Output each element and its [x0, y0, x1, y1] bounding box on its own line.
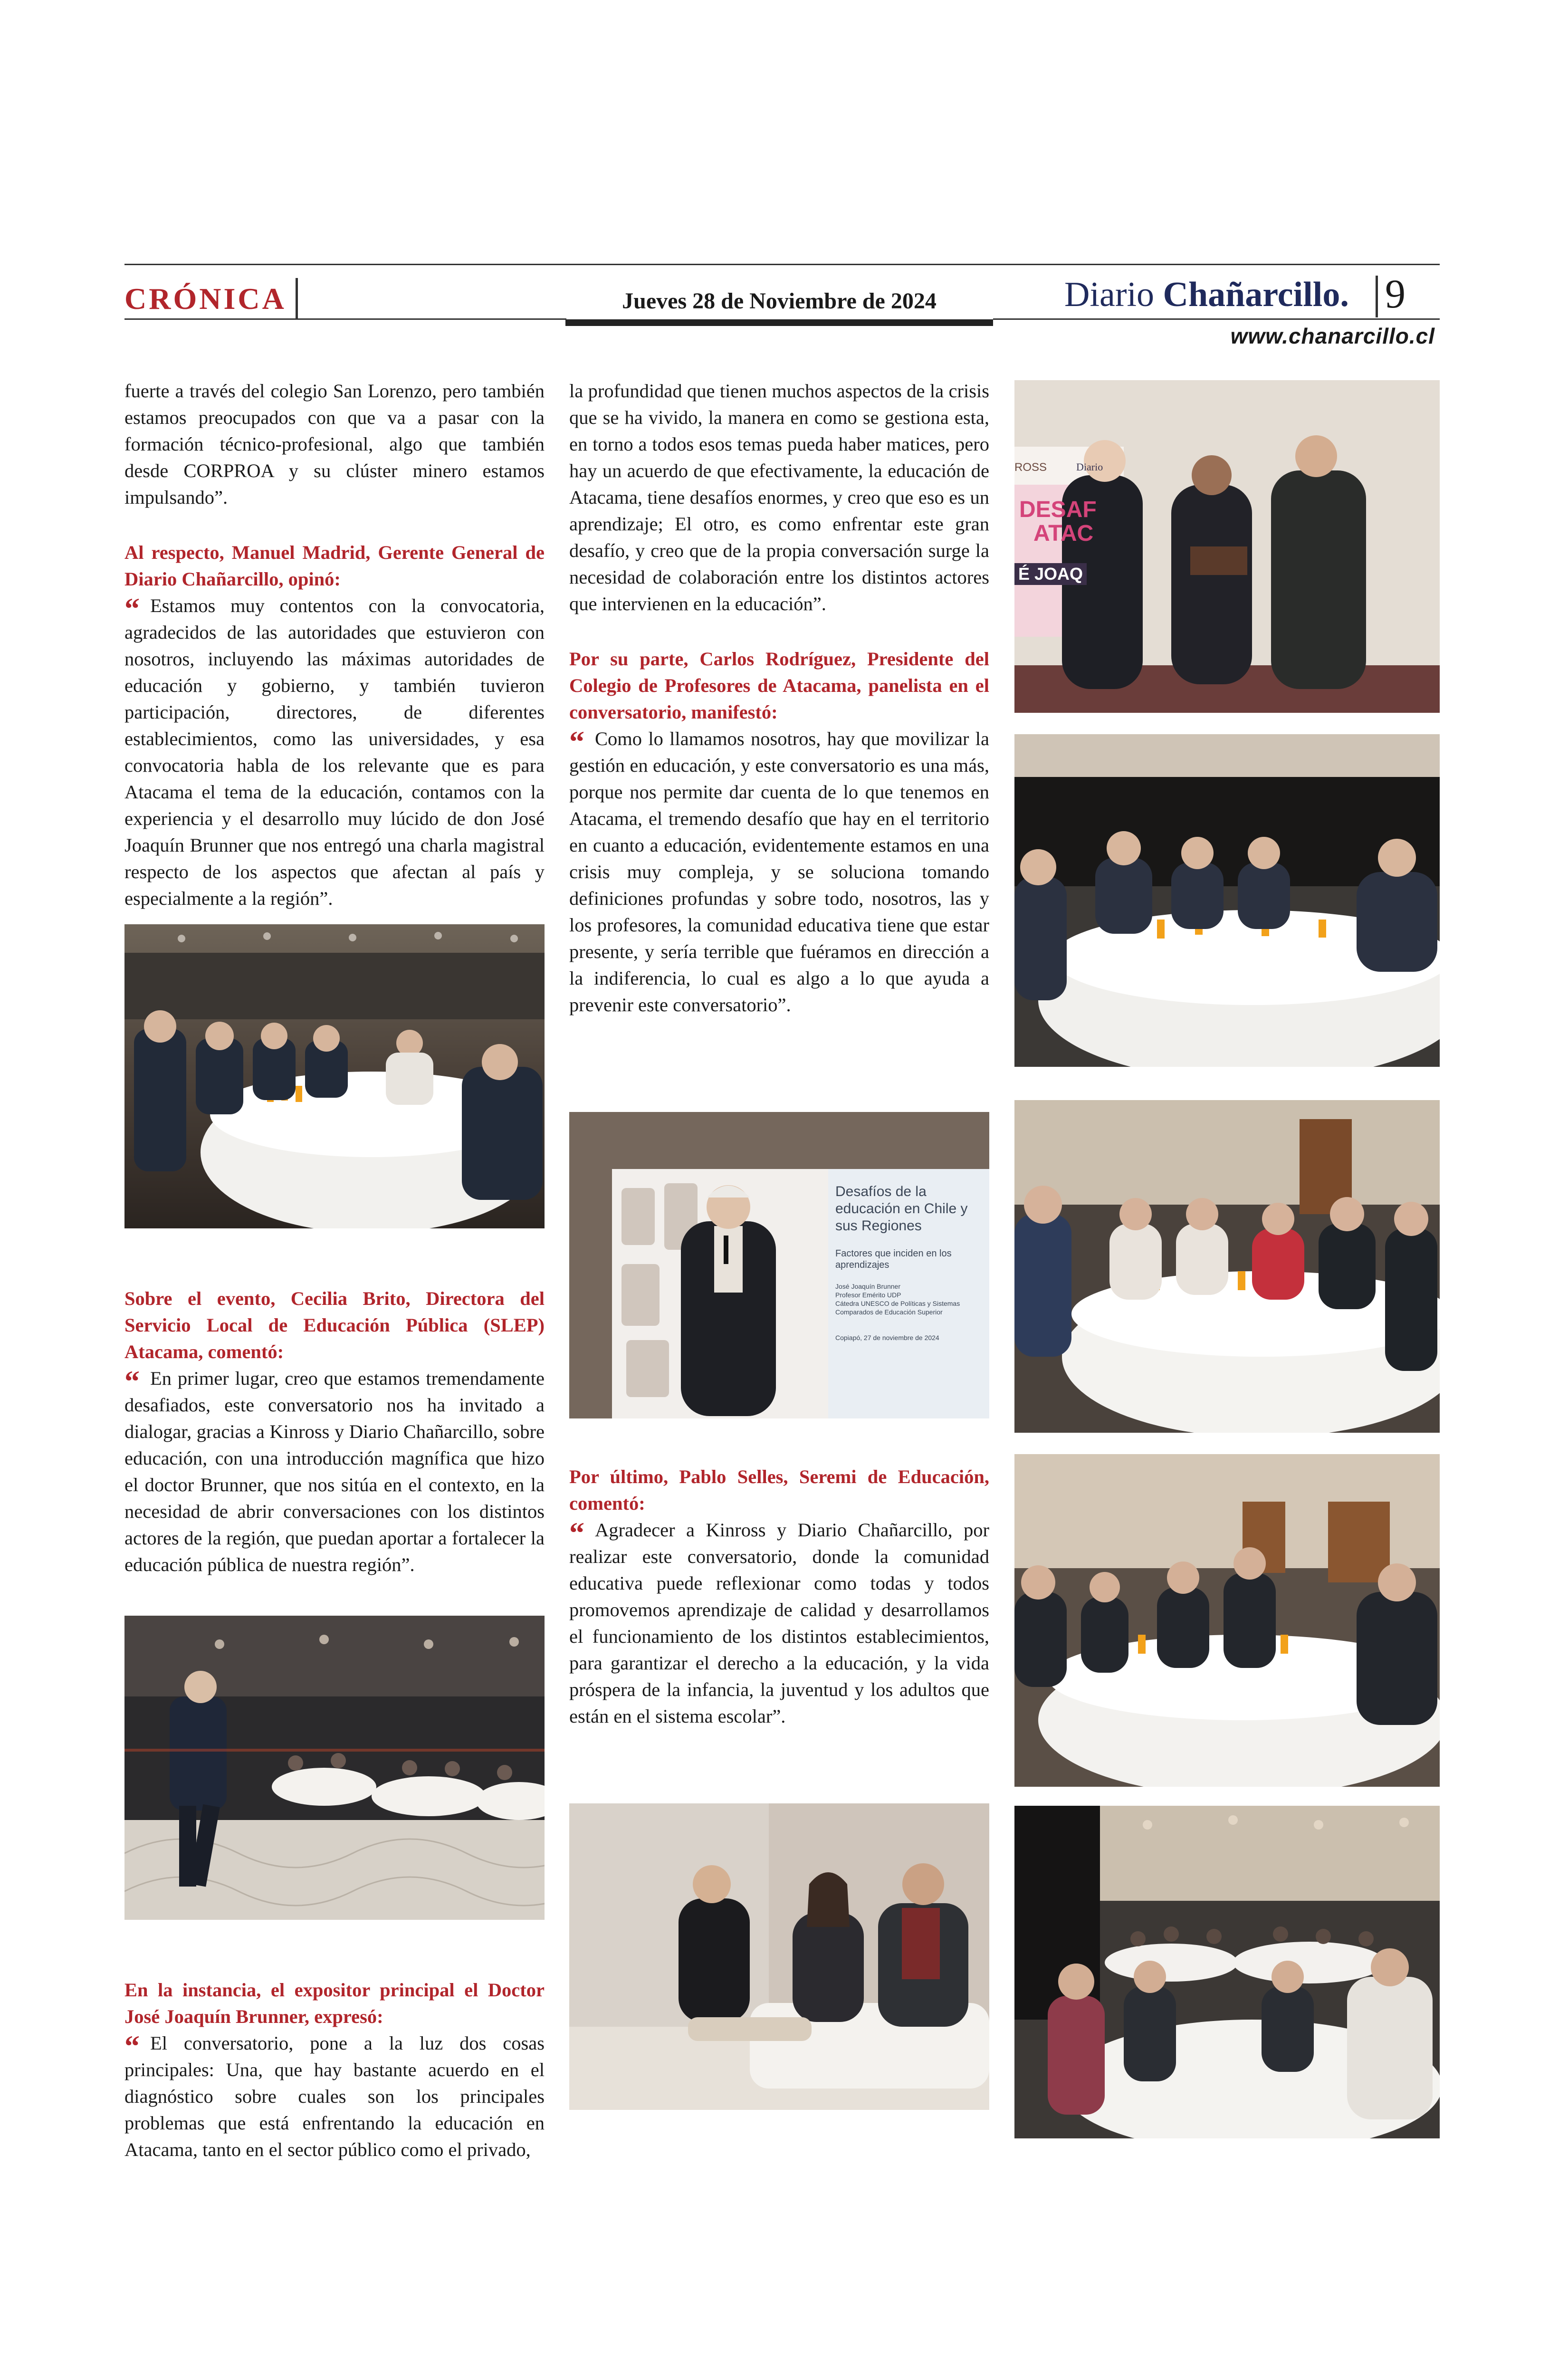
slide-author-affiliation: Cátedra UNESCO de Políticas y Sistemas Comparados de Educación Superior: [835, 1300, 960, 1316]
subhead: Sobre el evento, Cecilia Brito, Directora del Servicio Local de Educación Pública (SLEP) Atacama, comentó:: [124, 1288, 545, 1362]
issue-date: Jueves 28 de Noviembre de 2024: [622, 288, 937, 314]
quote-paragraph: “ En primer lugar, creo que estamos tremendamente desafiados, este conversatorio nos ha invitado a dialogar, gracias a Kinross y Diario Chañarcillo, sobre educación, con una introducción magnífica que hizo el doctor Brunner, que nos sitúa en el contexto, en la necesidad de abrir conversaciones con los distintos actores de la región, que puedan aportar a fortalecer la educación pública de nuestra región”.: [124, 1364, 545, 1575]
quote-paragraph: “ Agradecer a Kinross y Diario Chañarcillo, por realizar este conversatorio, donde la comunidad educativa puede reflexionar como todas y todos promovemos aprendizaje de calidad y desarrollamos el funcionamiento de los distintos establecimientos, para garantizar el derecho a la educación, y la vida próspera de la infancia, la juventud y los adultos que están en el sistema escolar”.: [569, 1516, 989, 1727]
quote-mark-icon: “: [569, 725, 584, 758]
header-top-rule: [124, 264, 1440, 265]
paragraph: la profundidad que tienen muchos aspectos de la crisis que se ha vivido, la manera en como se gestiona esta, en torno a todos esos temas pueda haber matices, pero hay un acuerdo de que efectivamente, la educación de Atacama, tiene desafíos enormes, y creo que eso es un aprendizaje; El otro, es como enfrentar este gran desafío, y creo que de la propia conversación surge la necesidad de colaboración entre los distintos actores que intervienen en la educación”.: [569, 380, 989, 614]
column-2-top: [569, 378, 989, 1018]
slide-author-role: Profesor Emérito UDP: [835, 1291, 901, 1299]
photo-greeting-banner: [1014, 380, 1440, 713]
banner-title-1: DESAF: [1019, 497, 1097, 522]
quote-paragraph: “ El conversatorio, pone a la luz dos cosas principales: Una, que hay bastante acuerdo en el diagnóstico sobre cuales son los principales problemas que está enfrentando la educación en Atacama, tanto en el sector público como el privado,: [124, 2029, 545, 2160]
slide-place-date: Copiapó, 27 de noviembre de 2024: [835, 1334, 939, 1341]
photo-table-women: [1014, 1100, 1440, 1433]
masthead: [1064, 275, 1349, 315]
column-2-middle: [569, 1464, 989, 1730]
column-1-bottom: [124, 1977, 545, 2163]
banner-title-2: ATAC: [1033, 521, 1094, 546]
slide-subtitle: Factores que inciden en los aprendizajes: [835, 1248, 952, 1270]
section-divider: [296, 278, 298, 319]
masthead-prefix: Diario: [1064, 275, 1155, 314]
photo-speaker-walking: [124, 1616, 545, 1920]
section-title: CRÓNICA: [124, 282, 287, 316]
quote-mark-icon: “: [569, 1516, 584, 1550]
site-url[interactable]: www.chanarcillo.cl: [1230, 324, 1435, 348]
quote-paragraph: “ Estamos muy contentos con la convocatoria, agradecidos de las autoridades que estuvieron con nosotros, incluyendo las máximas autoridades de educación y gobierno, y también tuvieron participación, directores, de diferentes establecimientos, como las universidades, y esa convocatoria habla de los relevante que es para Atacama el tema de la educación, contamos con la experiencia y el desarrollo muy lúcido de don José Joaquín Brunner que nos entregó una charla magistral respecto de los aspectos que afectan al país y especialmente a la región”.: [124, 592, 545, 909]
subhead: En la instancia, el expositor principal el Doctor José Joaquín Brunner, expresó:: [124, 1979, 545, 2027]
header-bottom-rule: [124, 318, 566, 320]
quote-mark-icon: “: [124, 1364, 140, 1398]
date-underline: [565, 319, 993, 326]
header-bottom-rule-right: [993, 318, 1440, 320]
slide-title: Desafíos de la educación en Chile y sus Regiones: [835, 1184, 968, 1234]
banner-brand: ROSS: [1014, 461, 1047, 474]
slide-author: José Joaquín Brunner: [835, 1283, 900, 1290]
banner-diario: Diario: [1076, 461, 1103, 473]
photo-head-table: [1014, 734, 1440, 1067]
photo-speaker-with-slide: [569, 1112, 989, 1418]
page-number-divider: [1376, 276, 1378, 317]
subhead: Al respecto, Manuel Madrid, Gerente General de Diario Chañarcillo, opinó:: [124, 542, 545, 590]
page-number: 9: [1385, 271, 1405, 316]
photo-table-attendees: [1014, 1454, 1440, 1787]
subhead: Por su parte, Carlos Rodríguez, Presidente del Colegio de Profesores de Atacama, panelista en el conversatorio, manifestó:: [569, 648, 989, 723]
quote-mark-icon: “: [124, 592, 140, 625]
photo-round-table-guests: [124, 924, 545, 1228]
paragraph: fuerte a través del colegio San Lorenzo, pero también estamos preocupados con que va a pasar con la formación técnico-profesional, algo que también desde CORPROA y su clúster minero estamos impulsando”.: [124, 380, 545, 508]
presentation-slide: [835, 1183, 983, 1342]
column-1-top: [124, 378, 545, 912]
masthead-name: Chañarcillo.: [1163, 275, 1349, 314]
quote-paragraph: “ Como lo llamamos nosotros, hay que movilizar la gestión en educación, y este conversatorio es una más, porque nos permite dar cuenta de lo que tenemos en Atacama, el tremendo desafío que hay en el territorio en cuanto a educación, evidentemente estamos en una crisis muy compleja, y se soluciona tomando definiciones profundas y sobre todo, nosotros, las y los profesores, la comunidad educativa tiene que estar presente, y sería terrible que fuéramos en dirección a la indiferencia, lo cual es algo a lo que ayuda a prevenir este conversatorio”.: [569, 725, 989, 1016]
banner-name: É JOAQ: [1014, 563, 1087, 585]
photo-room-overview: [1014, 1806, 1440, 2138]
column-1-middle: [124, 1285, 545, 1578]
subhead: Por último, Pablo Selles, Seremi de Educación, comentó:: [569, 1466, 989, 1514]
photo-panelists: [569, 1803, 989, 2110]
quote-mark-icon: “: [124, 2029, 140, 2063]
